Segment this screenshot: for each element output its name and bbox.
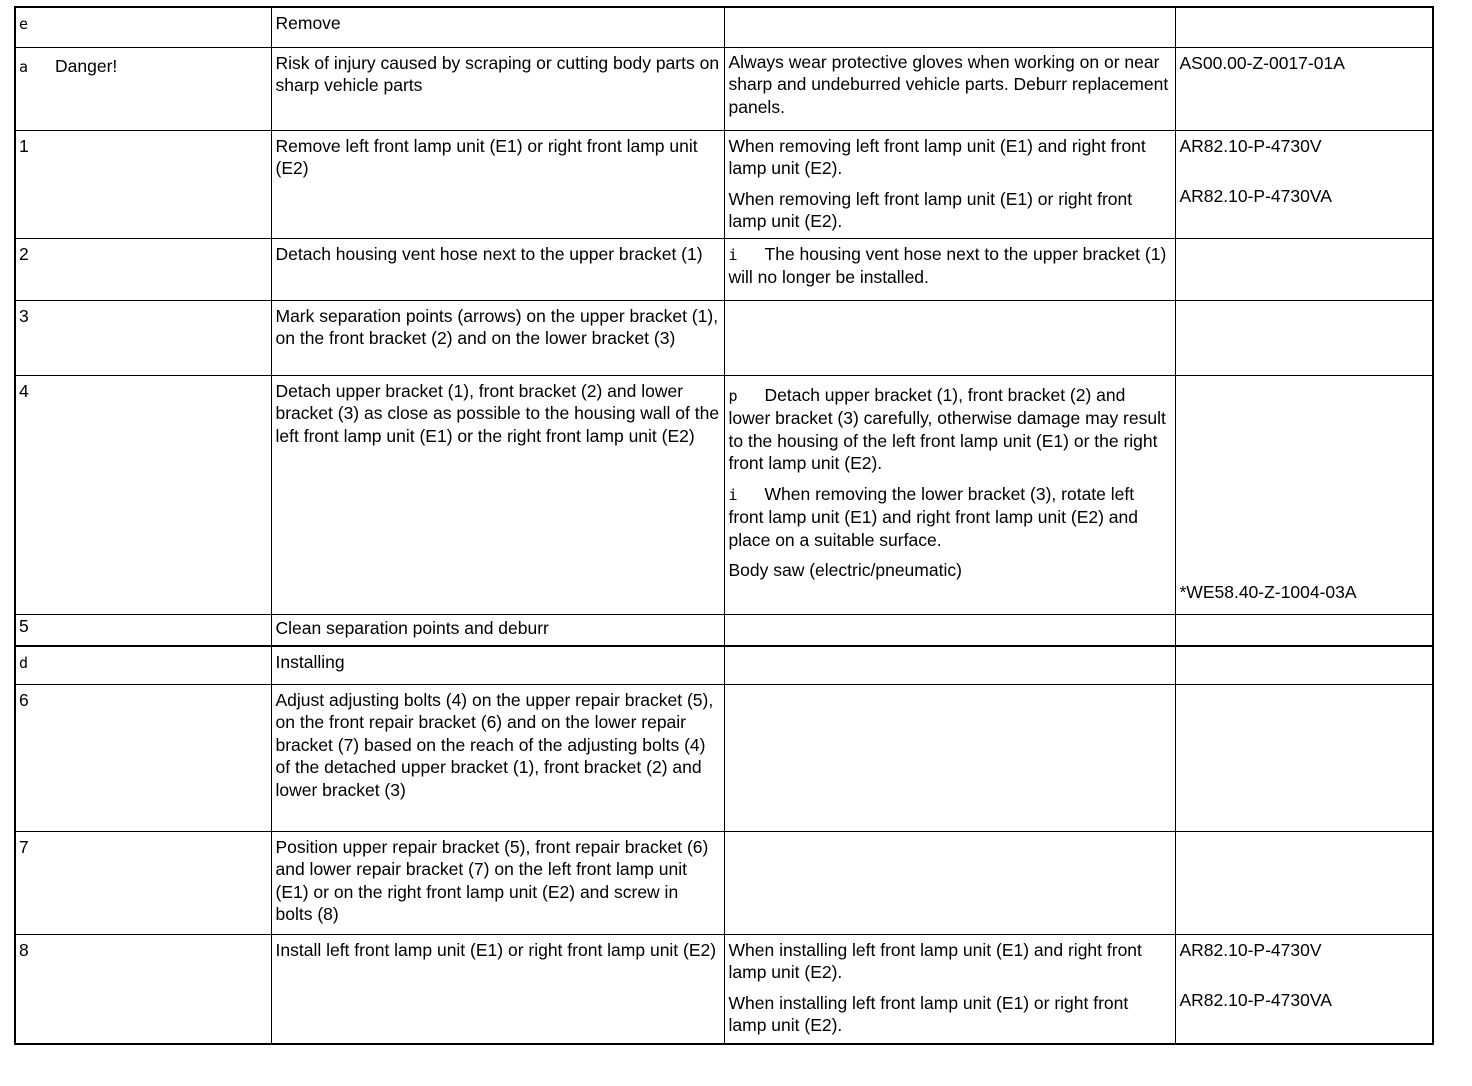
notes-cell: [724, 238, 1175, 300]
refs-cell: [1175, 300, 1433, 375]
step-cell: 2: [15, 238, 271, 300]
table-row: [15, 130, 1433, 238]
action-cell: Detach housing vent hose next to the upper bracket (1): [271, 238, 724, 300]
danger-label: Danger!: [55, 55, 118, 76]
danger-symbol-icon: a: [19, 57, 29, 76]
table-row: [15, 300, 1433, 375]
action-cell: Risk of injury caused by scraping or cutting body parts on sharp vehicle parts: [271, 47, 724, 130]
refs-cell: [1175, 238, 1433, 300]
install-symbol-icon: d: [19, 654, 29, 672]
table-row: [15, 375, 1433, 614]
info-icon: i: [728, 485, 738, 504]
notes-cell: [724, 300, 1175, 375]
note-text: When removing left front lamp unit (E1) and right front lamp unit (E2).: [728, 135, 1146, 178]
tool-name: Body saw (electric/pneumatic): [728, 560, 962, 580]
step-cell: 8: [15, 934, 271, 1044]
table-row: [15, 614, 1433, 646]
note-text: When removing the lower bracket (3), rotate left front lamp unit (E1) and right front lamp unit (E2) and place on a suitable surface.: [728, 483, 1139, 550]
note-text: The housing vent hose next to the upper bracket (1) will no longer be installed.: [728, 243, 1167, 287]
notes-cell: [724, 7, 1175, 47]
action-cell: Remove left front lamp unit (E1) or right front lamp unit (E2): [271, 130, 724, 238]
step-cell: [15, 7, 271, 47]
action-cell: Remove: [271, 7, 724, 47]
notes-cell: [724, 934, 1175, 1044]
step-cell: 6: [15, 684, 271, 831]
table-row: [15, 646, 1433, 684]
action-cell: Clean separation points and deburr: [271, 614, 724, 646]
action-cell: Adjust adjusting bolts (4) on the upper repair bracket (5), on the front repair bracket (6) and on the lower repair bracket (7) based on the reach of the adjusting bolts (4) of the detached upper bracket (1), front bracket (2) and lower bracket (3): [271, 684, 724, 831]
note-info: [729, 483, 1171, 552]
document-reference-link[interactable]: AR82.10-P-4730VA: [1179, 186, 1332, 206]
table-row: [15, 831, 1433, 934]
notes-cell: [724, 614, 1175, 646]
notes-cell: [724, 684, 1175, 831]
note-text: When installing left front lamp unit (E1) or right front lamp unit (E2).: [728, 992, 1129, 1035]
note-text: When removing left front lamp unit (E1) or right front lamp unit (E2).: [728, 188, 1133, 231]
step-cell: [15, 646, 271, 684]
remove-symbol-icon: e: [19, 15, 29, 33]
table-row: [15, 238, 1433, 300]
step-cell: 5: [15, 614, 271, 646]
notes-cell: [724, 831, 1175, 934]
info-icon: i: [728, 245, 738, 264]
document-reference-link[interactable]: AS00.00-Z-0017-01A: [1179, 52, 1345, 73]
note-text: When installing left front lamp unit (E1) and right front lamp unit (E2).: [728, 939, 1142, 982]
step-cell: [15, 47, 271, 130]
note-text: Always wear protective gloves when working on or near sharp and undeburred vehicle parts. Deburr replacement panels.: [728, 51, 1169, 117]
notes-cell: [724, 130, 1175, 238]
refs-cell: [1175, 47, 1433, 130]
step-cell: 3: [15, 300, 271, 375]
action-cell: Detach upper bracket (1), front bracket (2) and lower bracket (3) as close as possible to the housing wall of the left front lamp unit (E1) or the right front lamp unit (E2): [271, 375, 724, 614]
table-row: [15, 934, 1433, 1044]
note-caution: [729, 384, 1171, 475]
refs-cell: [1175, 934, 1433, 1044]
notes-cell: [724, 47, 1175, 130]
document-reference-link[interactable]: AR82.10-P-4730V: [1179, 939, 1322, 960]
action-cell: Installing: [271, 646, 724, 684]
table-row: [15, 47, 1433, 130]
action-cell: Position upper repair bracket (5), front repair bracket (6) and lower repair bracket (7) on the left front lamp unit (E1) or on the right front lamp unit (E2) and screw in bolts (8): [271, 831, 724, 934]
notes-cell: [724, 375, 1175, 614]
refs-cell: [1175, 614, 1433, 646]
caution-icon: p: [728, 386, 738, 405]
tool-reference-link[interactable]: *WE58.40-Z-1004-03A: [1179, 582, 1357, 602]
refs-cell: [1175, 831, 1433, 934]
document-reference-link[interactable]: AR82.10-P-4730VA: [1179, 990, 1332, 1010]
step-cell: 1: [15, 130, 271, 238]
document-reference-link[interactable]: AR82.10-P-4730V: [1179, 135, 1322, 156]
step-cell: 7: [15, 831, 271, 934]
table-row: [15, 7, 1433, 47]
refs-cell: [1175, 130, 1433, 238]
procedure-table: [14, 6, 1434, 1045]
action-cell: Mark separation points (arrows) on the upper bracket (1), on the front bracket (2) and on the lower bracket (3): [271, 300, 724, 375]
notes-cell: [724, 646, 1175, 684]
step-cell: 4: [15, 375, 271, 614]
table-row: [15, 684, 1433, 831]
refs-cell: [1175, 375, 1433, 614]
refs-cell: [1175, 684, 1433, 831]
action-cell: Install left front lamp unit (E1) or right front lamp unit (E2): [271, 934, 724, 1044]
refs-cell: [1175, 7, 1433, 47]
note-text: Detach upper bracket (1), front bracket (2) and lower bracket (3) carefully, otherwise damage may result to the housing of the left front lamp unit (E1) or the right front lamp unit (E2).: [728, 384, 1166, 473]
refs-cell: [1175, 646, 1433, 684]
